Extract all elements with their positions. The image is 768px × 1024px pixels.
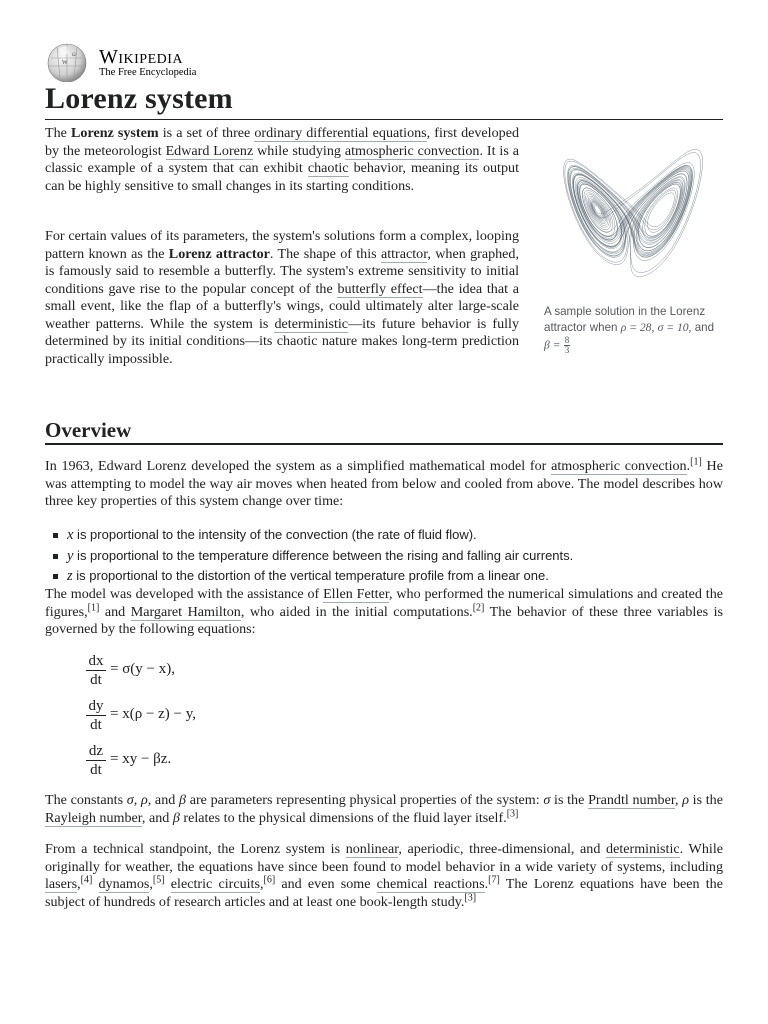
variable-list xyxy=(53,525,573,587)
lorenz-attractor-image[interactable] xyxy=(541,134,719,300)
citation-link[interactable]: [2] xyxy=(472,601,485,613)
link-atmospheric-convection[interactable]: atmospheric convection xyxy=(551,458,687,474)
svg-text:W: W xyxy=(62,60,68,66)
section-divider xyxy=(45,443,723,445)
link-atmospheric-convection[interactable]: atmospheric convection xyxy=(344,142,480,159)
section-heading-overview: Overview xyxy=(45,418,132,442)
citation-link[interactable]: [5] xyxy=(152,874,165,886)
link-deterministic[interactable]: deterministic xyxy=(606,841,680,857)
link-rayleigh-number[interactable]: Rayleigh number xyxy=(45,809,142,826)
link-electric-circuits[interactable]: electric circuits xyxy=(170,876,260,892)
list-item: y is proportional to the temperature difference between the rising and falling air currents. xyxy=(53,546,573,567)
citation-link[interactable]: [7] xyxy=(488,874,500,886)
list-item: x is proportional to the intensity of the convection (the rate of fluid flow). xyxy=(53,525,573,546)
link-butterfly-effect[interactable]: butterfly effect xyxy=(337,280,423,297)
link-lasers[interactable]: lasers xyxy=(45,876,78,892)
fraction: $\frac{8}{3}$ xyxy=(564,335,570,355)
link-margaret-hamilton[interactable]: Margaret Hamilton xyxy=(130,603,241,620)
link-ellen-fetter[interactable]: Ellen Fetter xyxy=(323,586,389,602)
link-attractor[interactable]: attractor xyxy=(380,245,428,262)
wordmark: Wikipedia xyxy=(99,46,184,68)
svg-text:Ω: Ω xyxy=(72,53,76,58)
page-title: Lorenz system xyxy=(45,82,233,115)
link-deterministic[interactable]: deterministic xyxy=(274,315,349,332)
bold-term: Lorenz system xyxy=(71,125,159,141)
figure-caption: A sample solution in the Lorenz attractor when ρ = 28, σ = 10, and β = $\frac{8}{3}$ xyxy=(544,305,715,355)
intro-paragraph-2: For certain values of its parameters, the system's solutions form a complex, looping pattern known as the Lorenz attractor. The shape of this attractor, when graphed, is famously said to resemble a butterfly. The system's extreme sensitivity to initial conditions gave rise to the popular concept of the butterfly effect—the idea that a small event, like the flap of a butterfly's wings, could ultimately alter large-scale weather patterns. While the system is deterministic—its future behavior is fully determined by its initial conditions—its chaotic nature makes long-term prediction practically impossible. xyxy=(45,228,520,367)
title-divider xyxy=(45,119,723,120)
citation-link[interactable]: [4] xyxy=(80,874,93,886)
link-nonlinear[interactable]: nonlinear xyxy=(345,841,399,857)
link-prandtl-number[interactable]: Prandtl number xyxy=(588,792,675,808)
list-item: z is proportional to the distortion of the vertical temperature profile from a linear one. xyxy=(53,566,573,587)
citation-link[interactable]: [6] xyxy=(263,874,276,886)
link-edward-lorenz[interactable]: Edward Lorenz xyxy=(165,142,254,159)
citation-link[interactable]: [3] xyxy=(464,891,477,903)
link-ordinary-differential-equations[interactable]: ordinary differential equations xyxy=(254,125,427,141)
overview-paragraph-4: From a technical standpoint, the Lorenz system is nonlinear, aperiodic, three-dimensional, and deterministic. While originally for weather, the equations have since been found to model behavior in a wide variety of systems, including lasers,[4] dynamos,[5] electric circuits,[6] and even some chemical reactions.[7] The Lorenz equations have been the subject of hundreds of research articles and at least one book-length study.[3] xyxy=(45,841,723,910)
wikipedia-logo[interactable] xyxy=(45,42,245,82)
bold-term: Lorenz attractor xyxy=(168,245,270,262)
link-chaotic[interactable]: chaotic xyxy=(307,160,349,176)
tagline: The Free Encyclopedia xyxy=(99,67,197,78)
overview-paragraph-2: The model was developed with the assistance of Ellen Fetter, who performed the numerical simulations and created the figures,[1] and Margaret Hamilton, who aided in the initial computations.[2] The behavior of these three variables is governed by the following equations: xyxy=(45,586,724,637)
citation-link[interactable]: [1] xyxy=(690,456,702,468)
citation-link[interactable]: [1] xyxy=(87,601,100,613)
intro-paragraph-1: The Lorenz system is a set of three ordinary differential equations, first developed by the meteorologist Edward Lorenz while studying atmospheric convection. It is a classic example of a system that can exhibit chaotic behavior, meaning its output can be highly sensitive to small changes in its starting conditions. xyxy=(45,125,519,194)
overview-paragraph-1: In 1963, Edward Lorenz developed the system as a simplified mathematical model for atmospheric convection.[1] He was attempting to model the way air moves when heated from below and cooled from above. The model describes how three key properties of this system change over time: xyxy=(45,456,723,509)
link-dynamos[interactable]: dynamos xyxy=(98,876,150,892)
citation-link[interactable]: [3] xyxy=(506,807,519,819)
link-chemical-reactions[interactable]: chemical reactions xyxy=(376,876,485,892)
overview-paragraph-3: The constants σ, ρ, and β are parameters representing physical properties of the system: σ is the Prandtl number, ρ is the Rayleigh number, and β relates to the physical dimensions of the fluid layer itself.[3] xyxy=(45,792,723,826)
puzzle-globe-icon xyxy=(45,42,93,82)
attractor-trajectory xyxy=(564,149,703,276)
